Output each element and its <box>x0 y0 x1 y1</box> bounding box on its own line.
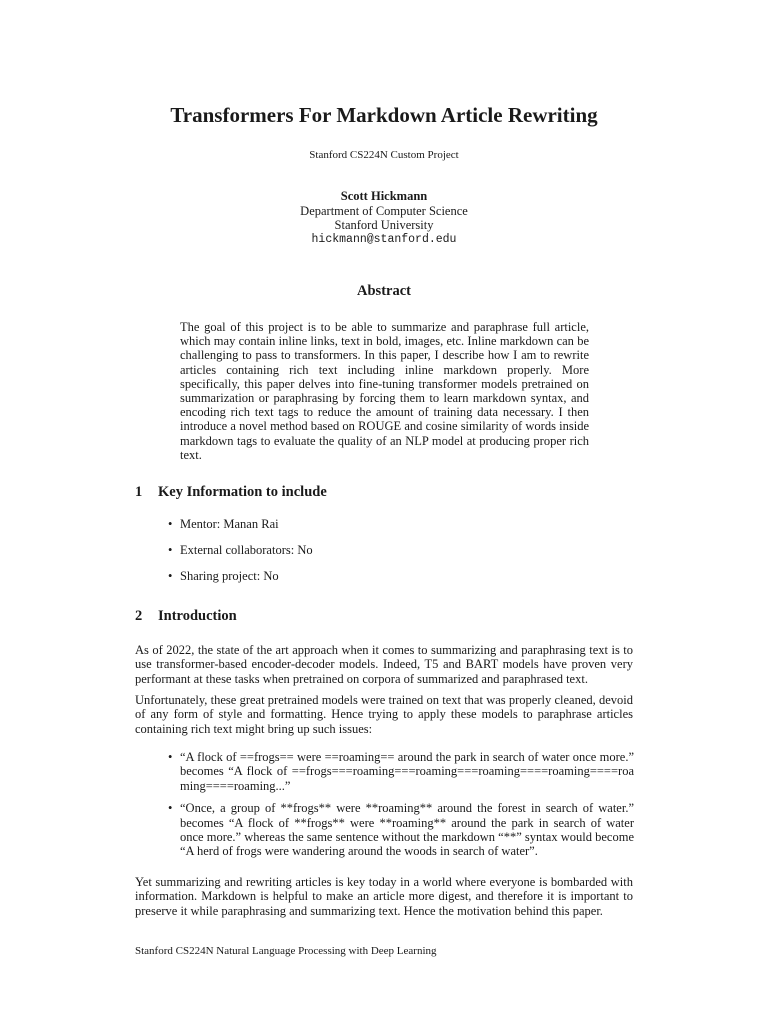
author-block <box>0 189 768 247</box>
list-item <box>168 750 634 793</box>
bullet-icon: • <box>168 543 173 557</box>
bullet-icon: • <box>168 569 173 583</box>
intro-paragraph-1: As of 2022, the state of the art approach when it comes to summarizing and paraphrasing text is to use transformer-based encoder-decoder models. Indeed, T5 and BART models have proven very performant at these tasks when pretrained on corpora of summarized and paraphrased text. <box>135 643 633 686</box>
intro-paragraph-2: Unfortunately, these great pretrained models were trained on text that was properly cleaned, devoid of any form of style and formatting. Hence trying to apply these models to paraphrase articles containing rich text might bring up such issues: <box>135 693 633 736</box>
bullet-icon: • <box>168 750 173 764</box>
list-item <box>168 543 638 558</box>
section-1-title: Key Information to include <box>158 484 327 500</box>
page-footer: Stanford CS224N Natural Language Processing with Deep Learning <box>135 945 437 957</box>
abstract-text: The goal of this project is to be able to summarize and paraphrase full article, which may contain inline links, text in bold, images, etc. Inline markdown can be challenging to pass to transformers. In this paper, I describe how I am to rewrite articles containing rich text including inline markdown properly. More specifically, this paper delves into fine-tuning transformer models pretrained on summarization or paraphrasing by forcing them to learn markdown syntax, and encoding rich text tags to reduce the amount of training data necessary. I then introduce a novel method based on ROUGE and cosine similarity of words inside markdown tags to evaluate the quality of an NLP model at producing proper rich text. <box>180 320 589 462</box>
list-item <box>168 569 638 584</box>
key-info-list <box>168 517 638 584</box>
key-info-sharing: Sharing project: No <box>180 569 279 583</box>
paper-subtitle: Stanford CS224N Custom Project <box>309 149 459 161</box>
section-2-title: Introduction <box>158 608 237 624</box>
section-1-heading <box>135 484 327 501</box>
issue-example-2: “Once, a group of **frogs** were **roaming** around the forest in search of water.” becomes “A flock of **frogs** were **roaming** around the park in search of water once more.” whereas the same sentence without the markdown “**” syntax would become “A herd of frogs were wandering around the woods in search of water”. <box>180 801 634 859</box>
abstract-heading: Abstract <box>357 283 411 299</box>
section-2-number: 2 <box>135 608 143 624</box>
author-department: Department of Computer Science <box>300 203 468 218</box>
issue-example-1: “A flock of ==frogs== were ==roaming== around the park in search of water once more.” becomes “A flock of ==frogs===roaming===roaming===roaming====roaming====roaming====roaming...” <box>180 750 634 793</box>
section-2-heading <box>135 608 237 625</box>
key-info-mentor: Mentor: Manan Rai <box>180 517 279 531</box>
key-info-collaborators: External collaborators: No <box>180 543 313 557</box>
issues-list <box>168 750 634 859</box>
author-university: Stanford University <box>334 218 434 232</box>
author-email: hickmann@stanford.edu <box>311 232 457 246</box>
paper-title: Transformers For Markdown Article Rewriting <box>170 103 598 127</box>
section-1-number: 1 <box>135 484 143 500</box>
bullet-icon: • <box>168 801 173 816</box>
list-item <box>168 517 638 532</box>
intro-paragraph-3: Yet summarizing and rewriting articles is key today in a world where everyone is bombarded with information. Markdown is helpful to make an article more digest, and therefore it is important to preserve it while paraphrasing and summarizing text. Hence the motivation behind this paper. <box>135 875 633 918</box>
author-name: Scott Hickmann <box>340 189 428 203</box>
list-item <box>168 801 634 859</box>
bullet-icon: • <box>168 517 173 531</box>
